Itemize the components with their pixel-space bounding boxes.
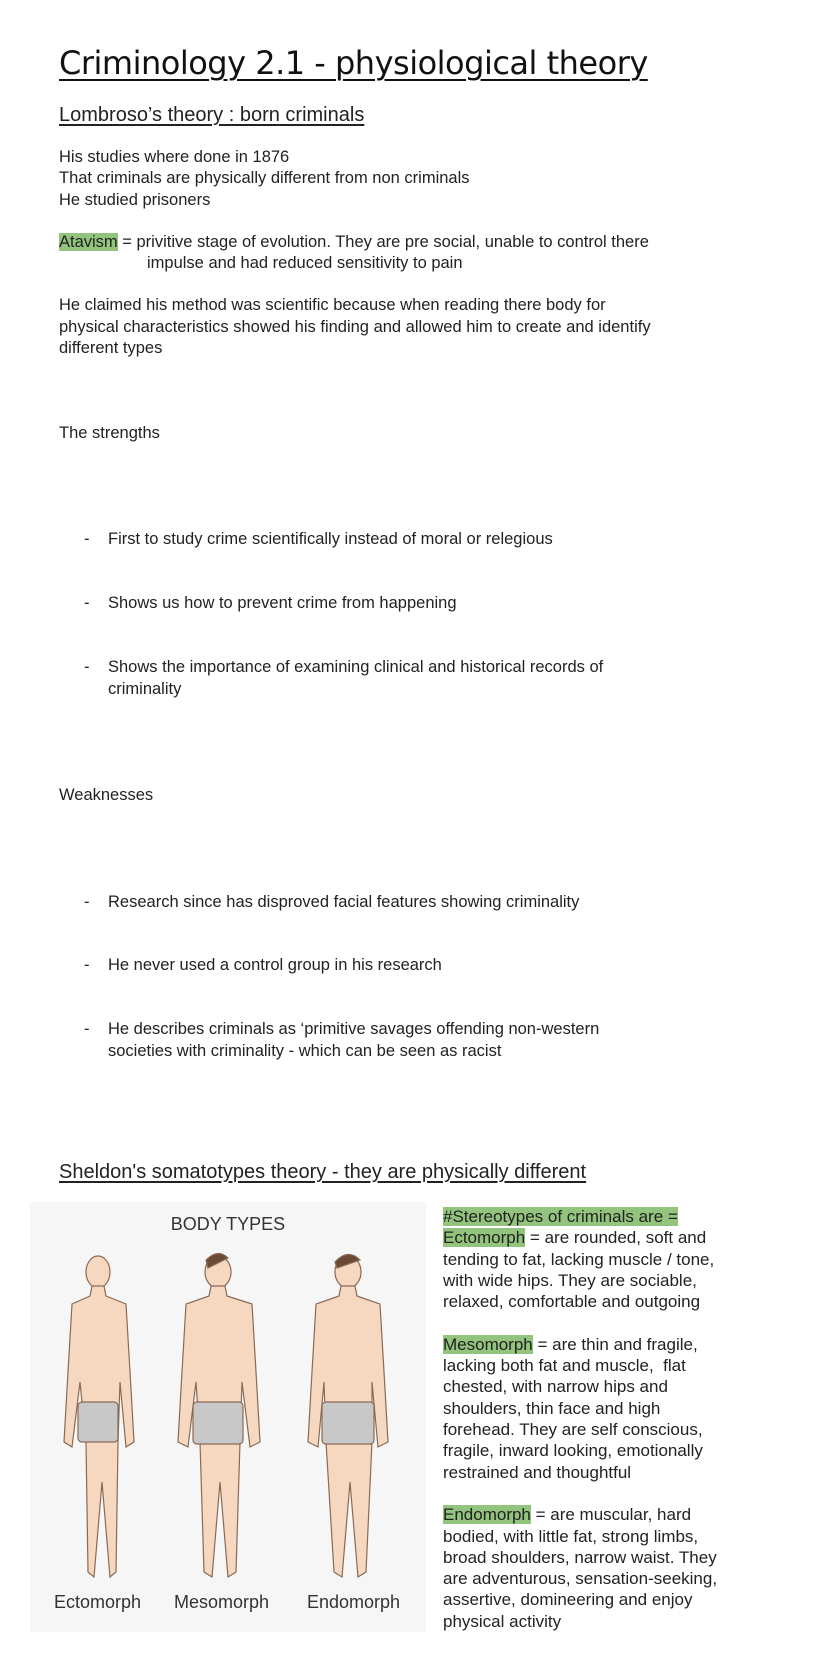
- endomorph-figure: [308, 1255, 388, 1578]
- list-item: - First to study crime scientifically instead of moral or relegious: [59, 529, 808, 550]
- list-item: - He never used a control group in his research: [59, 955, 808, 976]
- list-item: - Shows the importance of examining clinical and historical records of criminality: [59, 657, 808, 700]
- figure-title: BODY TYPES: [170, 1214, 286, 1235]
- endomorph-term: Endomorph: [443, 1505, 531, 1525]
- body-types-figure: [30, 1202, 426, 1632]
- sheldon-section: [30, 1202, 808, 1632]
- somatotype-descriptions: [443, 1202, 717, 1632]
- ectomorph-figure: [64, 1256, 134, 1577]
- body-illustrations: [30, 1242, 426, 1587]
- strengths-weaknesses: [59, 380, 808, 1147]
- caption-endomorph: Endomorph: [307, 1592, 401, 1613]
- method-paragraph: He claimed his method was scientific because when reading there body for physical characteristics showed his finding and allowed him to create and identify different types: [59, 296, 651, 358]
- list-item: - He describes criminals as ‘primitive savages offending non-western societies with criminality - which can be seen as racist: [59, 1019, 808, 1062]
- atavism-definition: [59, 232, 808, 275]
- lombroso-intro: His studies where done in 1876 That criminals are physically different from non criminals He studied prisoners: [59, 148, 470, 209]
- lombroso-heading: Lombroso’s theory : born criminals: [59, 104, 365, 126]
- weaknesses-list: [59, 849, 808, 1105]
- list-item: - Research since has disproved facial features showing criminality: [59, 892, 808, 913]
- ectomorph-term: Ectomorph: [443, 1228, 526, 1248]
- list-item: - Shows us how to prevent crime from happening: [59, 593, 808, 614]
- caption-ectomorph: Ectomorph: [54, 1592, 142, 1613]
- mesomorph-term: Mesomorph: [443, 1334, 533, 1354]
- ectomorph-def: = are rounded, soft and tending to fat, lacking muscle / tone, with wide hips. They are sociable, relaxed, comfortable and outgoing: [443, 1228, 715, 1312]
- endomorph-def: = are muscular, hard bodied, with little fat, strong limbs, broad shoulders, narrow waist. They are adventurous, sensation-seeking, assertive, domineering and enjoy physical activity: [443, 1505, 718, 1631]
- sheldon-heading: Sheldon's somatotypes theory - they are physically different: [59, 1161, 587, 1184]
- caption-mesomorph: Mesomorph: [174, 1592, 270, 1613]
- atavism-term: Atavism: [59, 232, 118, 251]
- atavism-def-cont: impulse and had reduced sensitivity to pain: [147, 254, 463, 273]
- strengths-list: [59, 487, 808, 743]
- page-title: Criminology 2.1 - physiological theory: [59, 44, 648, 82]
- stereotypes-heading: #Stereotypes of criminals are =: [443, 1207, 678, 1227]
- strengths-label: The strengths: [59, 423, 160, 442]
- mesomorph-figure: [178, 1254, 260, 1578]
- mesomorph-def: = are thin and fragile, lacking both fat and muscle, flat chested, with narrow hips and shoulders, thin face and high forehead. They are self conscious, fragile, inward looking, emotionally restrained and thoughtful: [443, 1334, 703, 1482]
- weaknesses-label: Weaknesses: [59, 786, 154, 805]
- atavism-def: = privitive stage of evolution. They are pre social, unable to control there: [117, 232, 649, 251]
